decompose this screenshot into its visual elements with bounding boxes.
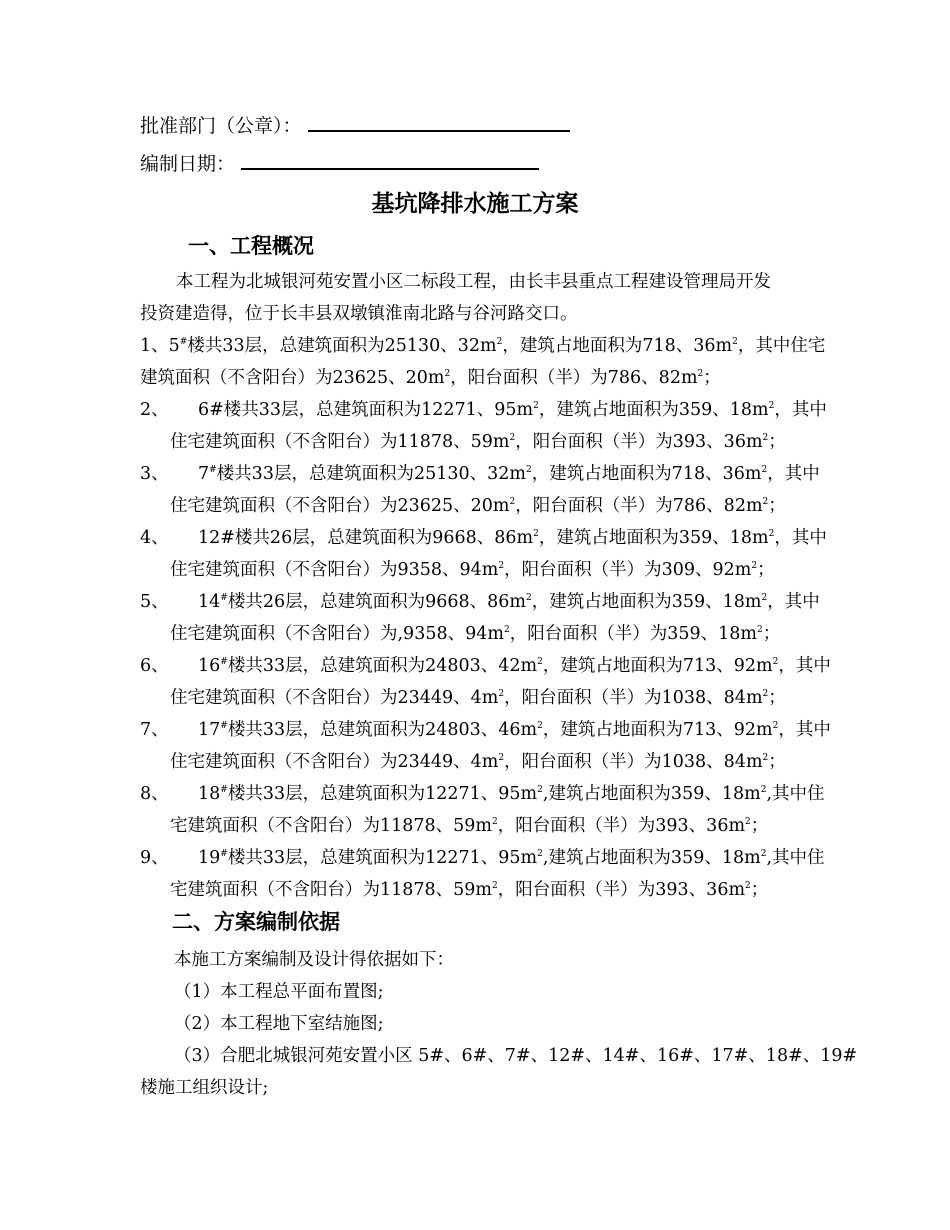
basis-item-3: （3）合肥北城银河苑安置小区 5#、6#、7#、12#、14#、16#、17#、18#、19# [174, 1046, 858, 1066]
section1-intro-line2: 投资建造得，位于长丰县双墩镇淮南北路与谷河路交口。 [140, 304, 578, 324]
item-6-line1: 6、 16#楼共33层，总建筑面积为24803、$42m^2$，建筑占地面积为713、$92m^2$，其中 [140, 656, 831, 676]
section1-intro-line1: 本工程为北城银河苑安置小区二标段工程，由长丰县重点工程建设管理局开发 [176, 272, 771, 292]
section1-heading: 一、工程概况 [188, 234, 314, 258]
approval-label: 批准部门（公章）： [140, 115, 302, 137]
section2-intro: 本施工方案编制及设计得依据如下： [174, 950, 454, 970]
item-5-line2: 住宅建筑面积（不含阳台）为,9358、$94m^2$，阳台面积（半）为359、$18m^2$； [170, 624, 781, 644]
item-4-line1: 4、 12#楼共26层，总建筑面积为9668、$86m^2$，建筑占地面积为359、$18m^2$，其中 [140, 528, 827, 548]
basis-item-3-continued: 楼施工组织设计; [140, 1078, 269, 1098]
basis-item-2: （2）本工程地下室结施图; [174, 1014, 384, 1034]
item-1-line2: 建筑面积（不含阳台）为23625、$20m^2$，阳台面积（半）为786、$82m^2$； [140, 368, 721, 388]
item-2-line2: 住宅建筑面积（不含阳台）为11878、$59m^2$，阳台面积（半）为393、$36m^2$； [170, 432, 786, 452]
basis-item-1: （1）本工程总平面布置图; [174, 982, 384, 1002]
item-5-line1: 5、 14#楼共26层，总建筑面积为9668、$86m^2$，建筑占地面积为359、$18m^2$，其中 [140, 592, 820, 612]
item-1-line1: 1、5#楼共33层，总建筑面积为25130、$32m^2$，建筑占地面积为718、$36m^2$，其中住宅 [140, 336, 826, 356]
item-6-line2: 住宅建筑面积（不含阳台）为23449、$4m^2$，阳台面积（半）为1038、$84m^2$； [170, 688, 786, 708]
section2-heading: 二、方案编制依据 [172, 910, 340, 934]
approval-blank-line [308, 112, 570, 132]
date-field [140, 148, 539, 180]
item-7-line2: 住宅建筑面积（不含阳台）为23449、$4m^2$，阳台面积（半）为1038、$84m^2$； [170, 752, 786, 772]
item-9-line1: 9、 19#楼共33层，总建筑面积为12271、$95m^2$,建筑占地面积为359、$18m^2$,其中住 [140, 848, 825, 868]
document-title: 基坑降排水施工方案 [371, 191, 579, 217]
item-9-line2: 宅建筑面积（不含阳台）为11878、$59m^2$，阳台面积（半）为393、$36m^2$； [170, 880, 769, 900]
item-8-line1: 8、 18#楼共33层，总建筑面积为12271、$95m^2$,建筑占地面积为359、$18m^2$,其中住 [140, 784, 825, 804]
item-3-line2: 住宅建筑面积（不含阳台）为23625、$20m^2$，阳台面积（半）为786、$82m^2$； [170, 496, 786, 516]
date-label: 编制日期： [140, 153, 236, 175]
item-4-line2: 住宅建筑面积（不含阳台）为9358、$94m^2$，阳台面积（半）为309、$92m^2$； [170, 560, 775, 580]
approval-field [140, 110, 570, 142]
item-2-line1: 2、 6#楼共33层，总建筑面积为12271、$95m^2$，建筑占地面积为359、$18m^2$，其中 [140, 400, 827, 420]
item-8-line2: 宅建筑面积（不含阳台）为11878、$59m^2$，阳台面积（半）为393、$36m^2$； [170, 816, 769, 836]
item-7-line1: 7、 17#楼共33层，总建筑面积为24803、$46m^2$，建筑占地面积为713、$92m^2$，其中 [140, 720, 831, 740]
date-blank-line [241, 150, 539, 170]
item-3-line1: 3、 7#楼共33层，总建筑面积为25130、$32m^2$，建筑占地面积为718、$36m^2$，其中 [140, 464, 820, 484]
